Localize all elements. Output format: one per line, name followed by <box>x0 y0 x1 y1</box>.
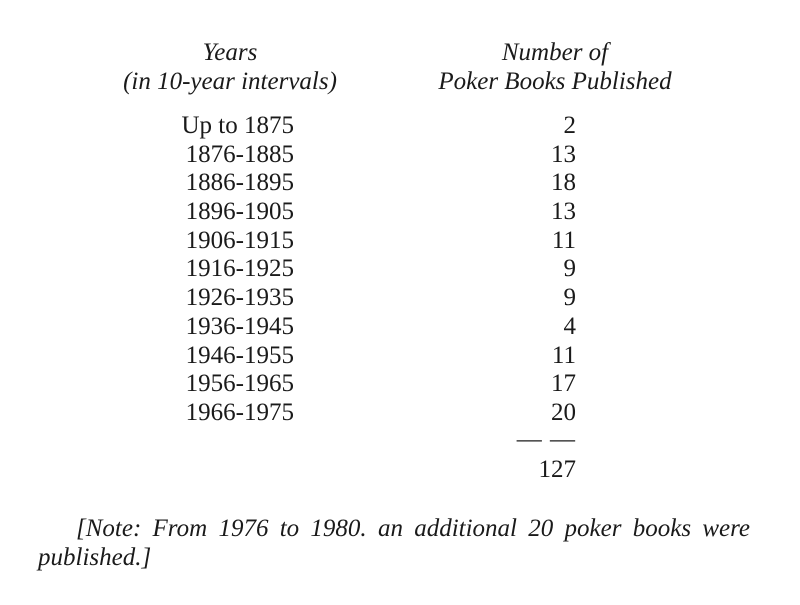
years-cell: 1966-1975 <box>185 398 294 426</box>
table-row <box>0 255 800 284</box>
table-row <box>0 284 800 313</box>
count-cell: 11 <box>551 341 576 369</box>
years-column-header <box>90 38 370 96</box>
table-row <box>0 112 800 141</box>
table-row <box>0 227 800 256</box>
years-header-line1: Years <box>202 39 258 66</box>
books-table <box>0 112 800 428</box>
table-row <box>0 399 800 428</box>
years-cell: 1946-1955 <box>185 341 294 369</box>
count-cell: 20 <box>551 398 576 426</box>
count-cell: 4 <box>563 312 576 340</box>
table-row <box>0 313 800 342</box>
years-cell: 1926-1935 <box>185 284 294 312</box>
years-header-line2: (in 10-year intervals) <box>123 68 337 95</box>
count-cell: 2 <box>563 112 576 139</box>
sum-rule: — — <box>516 426 576 453</box>
table-row <box>0 169 800 198</box>
count-cell: 11 <box>551 226 576 254</box>
count-cell: 9 <box>563 255 576 283</box>
table-row <box>0 141 800 170</box>
count-header-line1: Number of <box>501 39 609 66</box>
count-cell: 18 <box>551 169 576 197</box>
table-row <box>0 198 800 227</box>
count-column-header <box>405 38 705 96</box>
years-cell: 1906-1915 <box>185 226 294 254</box>
count-cell: 9 <box>563 284 576 312</box>
years-cell: 1876-1885 <box>185 140 294 168</box>
years-cell: 1896-1905 <box>185 198 294 226</box>
years-cell: 1886-1895 <box>185 169 294 197</box>
years-cell: Up to 1875 <box>181 112 294 139</box>
count-cell: 13 <box>551 140 576 168</box>
count-cell: 13 <box>551 198 576 226</box>
total-value: 127 <box>538 456 576 483</box>
years-cell: 1936-1945 <box>185 312 294 340</box>
count-cell: 17 <box>551 370 576 398</box>
years-cell: 1956-1965 <box>185 370 294 398</box>
table-row <box>0 370 800 399</box>
footnote: [Note: From 1976 to 1980. an additional 20 poker books were published.] <box>38 515 750 571</box>
table-row <box>0 342 800 371</box>
years-cell: 1916-1925 <box>185 255 294 283</box>
count-header-line2: Poker Books Published <box>438 68 672 95</box>
